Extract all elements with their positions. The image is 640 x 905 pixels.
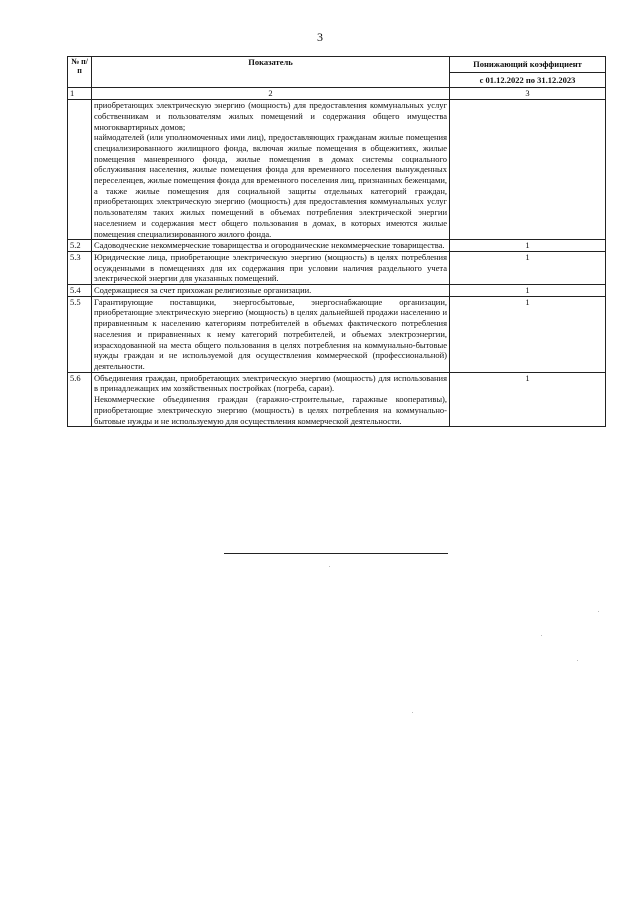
scan-speck	[412, 712, 413, 713]
table-header-row	[68, 57, 606, 88]
row-index: 5.5	[68, 296, 92, 372]
scan-speck	[577, 660, 578, 661]
row-text	[92, 372, 450, 427]
row-value: 1	[450, 296, 606, 372]
row-index: 5.4	[68, 285, 92, 297]
coefficient-table	[67, 56, 606, 427]
table-row	[68, 240, 606, 252]
table-row	[68, 100, 606, 240]
row-text	[92, 251, 450, 284]
column-number: 2	[92, 88, 450, 100]
row-text	[92, 285, 450, 297]
scan-speck	[329, 566, 330, 567]
row-paragraph: Садоводческие некоммерческие товарищества и огороднические некоммерческие товарищества.	[94, 240, 445, 251]
scan-speck	[598, 611, 599, 612]
row-index: 5.6	[68, 372, 92, 427]
row-value: 1	[450, 285, 606, 297]
row-index: 5.3	[68, 251, 92, 284]
row-index: 5.2	[68, 240, 92, 252]
row-paragraph: наймодателей (или уполномоченных ими лиц), предоставляющих гражданам жилые помещения специализированного жилищного фонда, включая жилые помещения в общежитиях, жилые помещения маневренного фонда, жилые помещения в домах системы социального обслуживания населения, жилые помещения фонда для временного поселения вынужденных переселенцев, жилые помещения фонда для временного поселения лиц, признанных беженцами, а также жилые помещения для социальной защиты отдельных категорий граждан, приобретающих электрическую энергию (мощность) для предоставления коммунальных услуг пользователям таких жилых помещений в объемах потребления электрической энергии населением и содержания мест общего пользования в домах, в которых имеются жилые помещения специализированного жилого фонда.	[94, 132, 447, 239]
row-value	[450, 100, 606, 240]
row-paragraph: приобретающих электрическую энергию (мощность) для предоставления коммунальных услуг собственникам и пользователям жилых помещений и содержания общего имущества многоквартирных домов;	[94, 100, 447, 132]
row-text	[92, 296, 450, 372]
page-number: 3	[317, 30, 323, 44]
table-row	[68, 372, 606, 427]
row-value: 1	[450, 372, 606, 427]
column-number-row	[68, 88, 606, 100]
header-coefficient-period: с 01.12.2022 по 31.12.2023	[479, 74, 576, 85]
header-index: № п/п	[68, 57, 92, 88]
table-row	[68, 251, 606, 284]
table-row	[68, 285, 606, 297]
closing-rule	[224, 553, 448, 554]
column-number: 3	[450, 88, 606, 100]
row-paragraph: Некоммерческие объединения граждан (гаражно-строительные, гаражные кооперативы), приобретающие электрическую энергию (мощность) в целях потребления на коммунально-бытовые нужды и не используемую для осуществления коммерческой деятельности.	[94, 394, 447, 426]
table-row	[68, 296, 606, 372]
row-text	[92, 100, 450, 240]
row-value: 1	[450, 251, 606, 284]
row-value: 1	[450, 240, 606, 252]
row-paragraph: Объединения граждан, приобретающих электрическую энергию (мощность) для использования в принадлежащих им хозяйственных постройках (погреба, сараи).	[94, 372, 447, 394]
row-paragraph: Юридические лица, приобретающие электрическую энергию (мощность) в целях потребления осужденными в помещениях для их содержания при условии наличия раздельного учета электрической энергии для указанных помещений.	[94, 251, 447, 284]
row-paragraph: Гарантирующие поставщики, энергосбытовые, энергоснабжающие организации, приобретающие электрическую энергию (мощность) в целях дальнейшей продажи населению и приравненным к населению категориям потребителей в объемах фактического потребления населения и приравненных к нему категорий потребителей, и объемах электроэнергии, израсходованной на места общего пользования в целях потребления на коммунально-бытовые нужды граждан и не используемой для осуществления коммерческой (профессиональной) деятельности.	[94, 296, 447, 371]
header-coefficient	[450, 57, 606, 88]
scan-speck	[541, 635, 542, 636]
row-paragraph: Содержащиеся за счет прихожан религиозные организации.	[94, 285, 312, 296]
row-text	[92, 240, 450, 252]
header-indicator: Показатель	[92, 57, 450, 88]
column-number: 1	[68, 88, 92, 100]
header-coefficient-title: Понижающий коэффициент	[450, 57, 605, 73]
row-index	[68, 100, 92, 240]
